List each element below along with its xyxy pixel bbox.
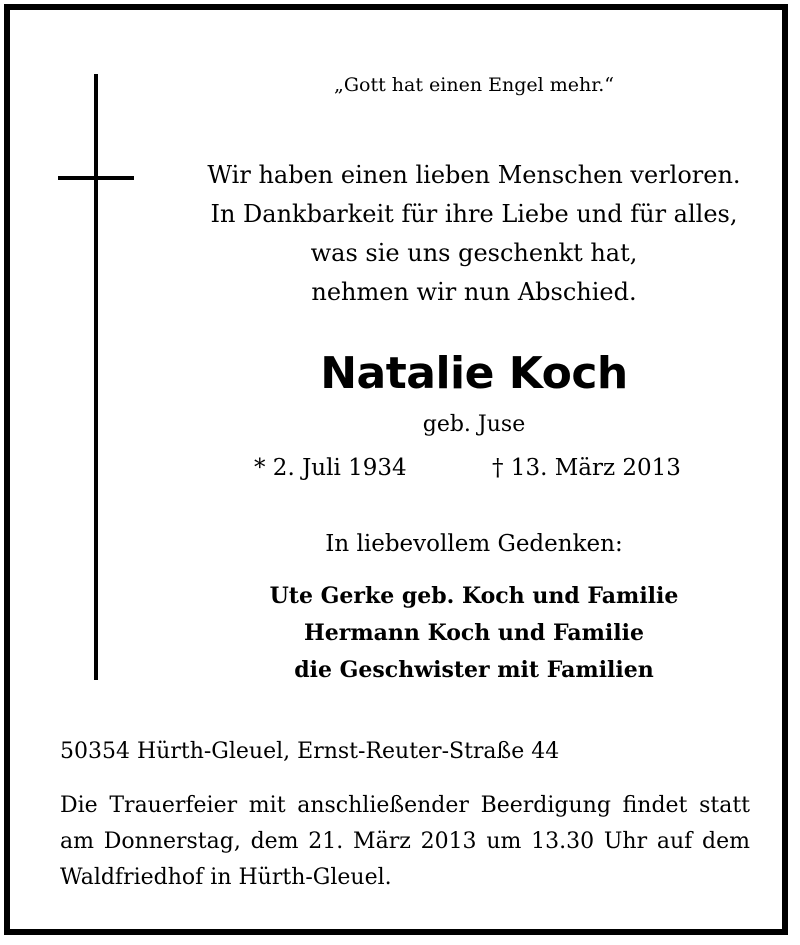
death-date: † 13. März 2013: [492, 455, 681, 481]
cross-icon-bar: [58, 176, 134, 180]
funeral-line: Waldfriedhof in Hürth-Gleuel.: [60, 865, 392, 890]
intro-line: In Dankbarkeit für ihre Liebe und für alles,: [210, 200, 738, 228]
mourner-line: Hermann Koch und Familie: [304, 620, 644, 646]
mourners-list: [160, 578, 788, 689]
mourner-line: Ute Gerke geb. Koch und Familie: [269, 583, 679, 609]
funeral-line: Die Trauerfeier mit anschließender Beerdigung findet statt: [60, 793, 750, 818]
cross-icon: [94, 74, 98, 680]
intro-text: [160, 156, 788, 312]
funeral-info: [60, 788, 750, 896]
motto: „Gott hat einen Engel mehr.“: [334, 74, 614, 96]
funeral-line: am Donnerstag, dem 21. März 2013 um 13.30 Uhr auf dem: [60, 829, 750, 854]
obituary-notice: [4, 4, 788, 935]
address: 50354 Hürth-Gleuel, Ernst-Reuter-Straße 44: [60, 739, 560, 764]
mourner-line: die Geschwister mit Familien: [294, 657, 654, 683]
birth-date: * 2. Juli 1934: [254, 455, 407, 481]
intro-line: nehmen wir nun Abschied.: [311, 278, 637, 306]
intro-line: Wir haben einen lieben Menschen verloren.: [207, 161, 741, 189]
intro-line: was sie uns geschenkt hat,: [310, 239, 638, 267]
deceased-name: Natalie Koch: [320, 348, 628, 399]
memory-heading: In liebevollem Gedenken:: [325, 531, 623, 557]
maiden-name: geb. Juse: [422, 412, 526, 437]
